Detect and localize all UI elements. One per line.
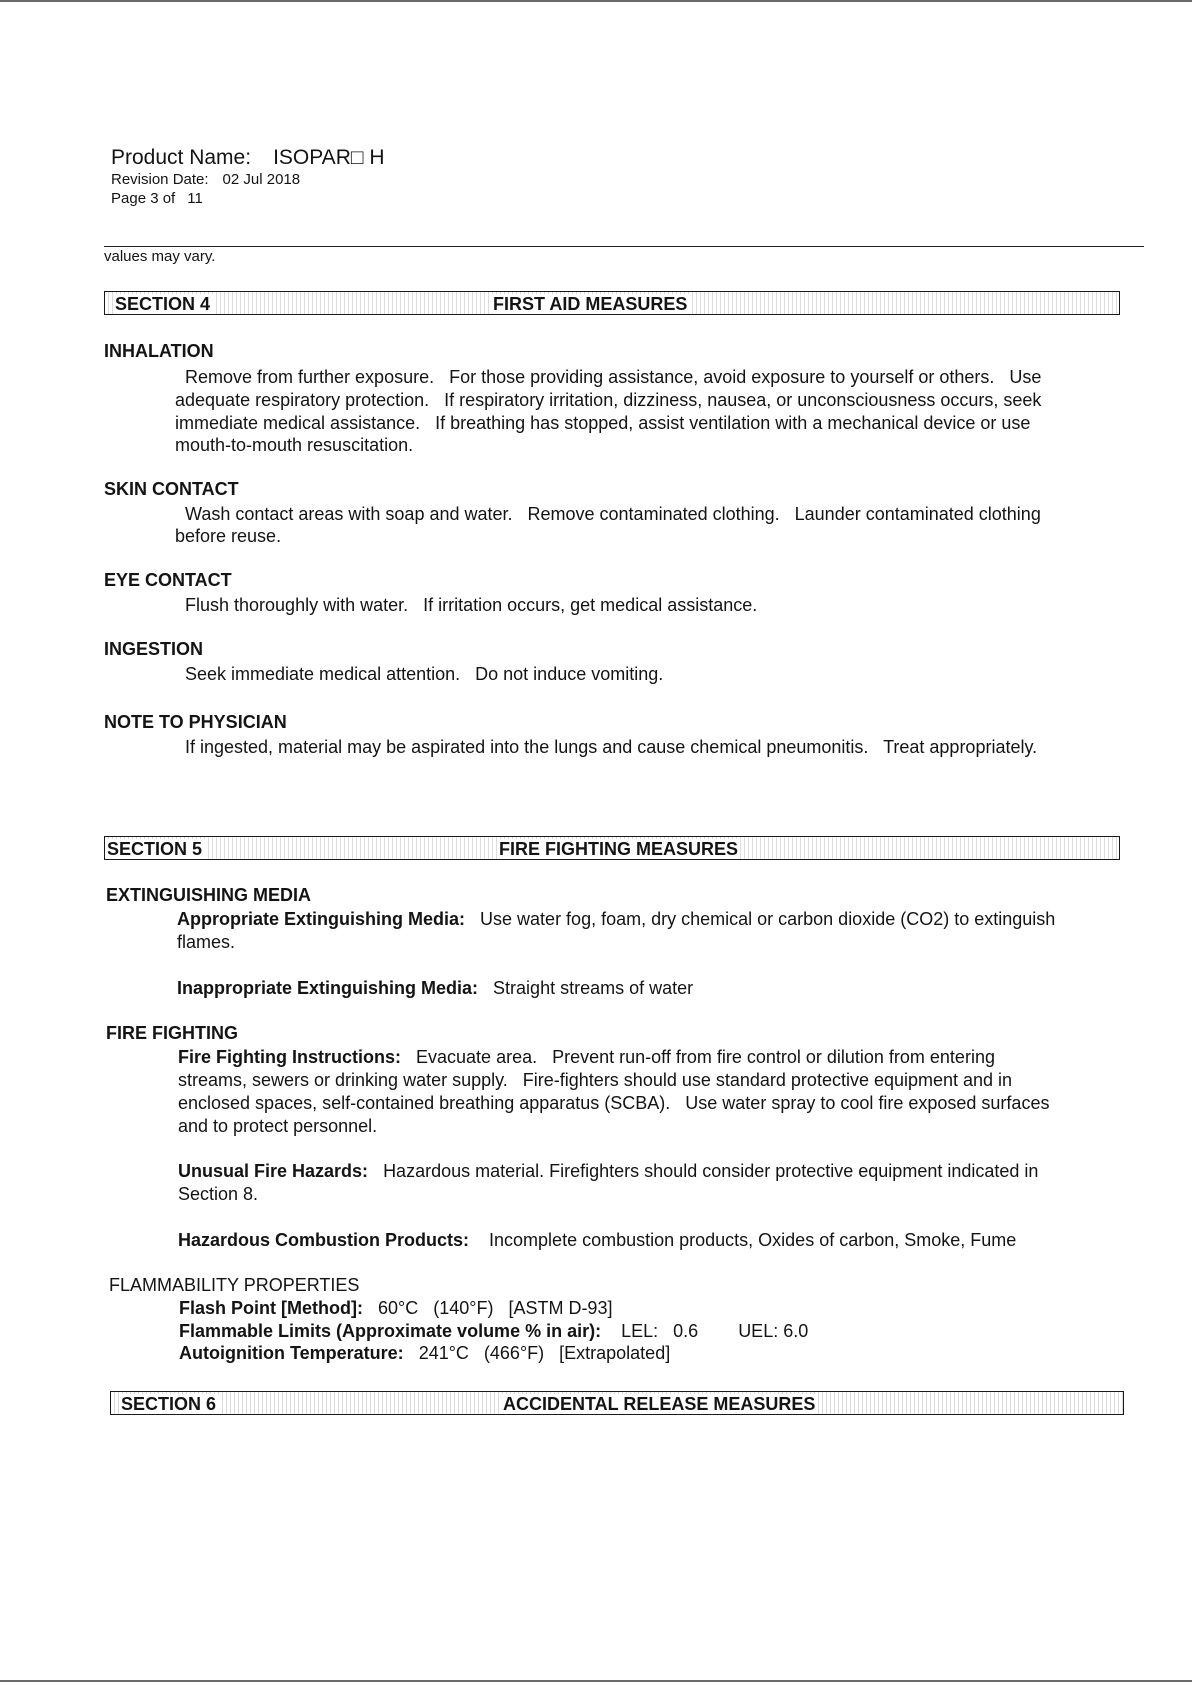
page-number-line (111, 189, 385, 208)
inhalation-heading: INHALATION (104, 341, 214, 361)
eye-contact-heading: EYE CONTACT (104, 570, 232, 590)
flash-point-value: 60°C (140°F) [ASTM D-93] (378, 1298, 613, 1318)
ingestion-heading: INGESTION (104, 639, 204, 659)
section-5-bar (104, 836, 1120, 860)
revision-date-label: Revision Date: (111, 171, 209, 188)
fire-instructions-line-4: and to protect personnel. (178, 1116, 378, 1136)
section-5-title: FIRE FIGHTING MEASURES (499, 839, 739, 859)
eye-contact-line-1: Flush thoroughly with water. If irritation occurs, get medical assistance. (185, 595, 758, 615)
unusual-hazards-line-1 (178, 1160, 1038, 1182)
page-number-label: Page 3 of (111, 190, 176, 207)
fire-fighting-heading: FIRE FIGHTING (106, 1023, 238, 1043)
inhalation-line-3: immediate medical assistance. If breathing has stopped, assist ventilation with a mechanical device or use (175, 413, 1031, 433)
section-5-number: SECTION 5 (107, 839, 206, 859)
section-4-bar (104, 291, 1120, 315)
product-name-value: ISOPAR□ H (273, 146, 385, 169)
skin-contact-line-1: Wash contact areas with soap and water. Remove contaminated clothing. Launder contaminated clothing (185, 504, 1041, 524)
autoignition-value: 241°C (466°F) [Extrapolated] (418, 1343, 671, 1363)
appropriate-media-label: Appropriate Extinguishing Media: (177, 909, 466, 929)
fire-instructions-label: Fire Fighting Instructions: (178, 1047, 401, 1067)
product-name-label: Product Name: (111, 146, 252, 169)
product-name-line (111, 146, 385, 170)
appropriate-media-line-2: flames. (177, 932, 236, 952)
unusual-hazards-line-2: Section 8. (178, 1184, 259, 1204)
ingestion-line-1: Seek immediate medical attention. Do not induce vomiting. (185, 664, 664, 684)
header-divider (104, 246, 1144, 247)
section-6-bar (110, 1391, 1124, 1415)
combustion-products-line (178, 1229, 1016, 1251)
flammable-limits-line (179, 1320, 808, 1342)
flammability-heading: FLAMMABILITY PROPERTIES (109, 1275, 360, 1295)
inhalation-line-2: adequate respiratory protection. If respiratory irritation, dizziness, nausea, or unconsciousness occurs, seek (175, 390, 1042, 410)
section-4-title: FIRST AID MEASURES (493, 294, 688, 314)
section-6-title: ACCIDENTAL RELEASE MEASURES (503, 1394, 816, 1414)
unusual-hazards-text: Hazardous material. Firefighters should consider protective equipment indicated in (383, 1161, 1039, 1181)
inappropriate-media-label: Inappropriate Extinguishing Media: (177, 978, 479, 998)
revision-date-line (111, 170, 385, 189)
note-to-physician-line-1: If ingested, material may be aspirated into the lungs and cause chemical pneumonitis. Treat appropriately. (185, 737, 1038, 757)
note-to-physician-heading: NOTE TO PHYSICIAN (104, 712, 287, 732)
appropriate-media-text: Use water fog, foam, dry chemical or carbon dioxide (CO2) to extinguish (480, 909, 1056, 929)
flash-point-label: Flash Point [Method]: (179, 1298, 363, 1318)
section-6-number: SECTION 6 (121, 1394, 220, 1414)
flammable-limits-lel: LEL: 0.6 (621, 1321, 699, 1341)
combustion-products-label: Hazardous Combustion Products: (178, 1230, 470, 1250)
flammable-limits-uel: UEL: 6.0 (738, 1321, 809, 1341)
flammable-limits-label: Flammable Limits (Approximate volume % in air): (179, 1321, 602, 1341)
top-border-rule (0, 0, 1192, 2)
autoignition-line (179, 1342, 670, 1364)
fire-instructions-line-1 (178, 1046, 995, 1068)
appropriate-media-line-1 (177, 908, 1055, 930)
revision-date-value: 02 Jul 2018 (222, 171, 301, 188)
page-total: 11 (187, 190, 203, 207)
extinguishing-media-heading: EXTINGUISHING MEDIA (106, 885, 312, 905)
skin-contact-line-2: before reuse. (175, 526, 282, 546)
combustion-products-text: Incomplete combustion products, Oxides of carbon, Smoke, Fume (489, 1230, 1017, 1250)
inappropriate-media-text: Straight streams of water (493, 978, 694, 998)
bottom-border-rule (0, 1680, 1192, 1682)
fire-instructions-line-3: enclosed spaces, self-contained breathing apparatus (SCBA). Use water spray to cool fire exposed surfaces (178, 1093, 1050, 1113)
autoignition-label: Autoignition Temperature: (179, 1343, 404, 1363)
document-header (111, 146, 385, 208)
fire-instructions-text: Evacuate area. Prevent run-off from fire control or dilution from entering (416, 1047, 995, 1067)
flash-point-line (179, 1297, 612, 1319)
skin-contact-heading: SKIN CONTACT (104, 479, 239, 499)
inhalation-line-1: Remove from further exposure. For those providing assistance, avoid exposure to yourself or others. Use (185, 367, 1042, 387)
inappropriate-media-line (177, 977, 693, 999)
carryover-text: values may vary. (104, 248, 216, 265)
unusual-hazards-label: Unusual Fire Hazards: (178, 1161, 369, 1181)
section-4-number: SECTION 4 (115, 294, 214, 314)
fire-instructions-line-2: streams, sewers or drinking water supply. Fire-fighters should use standard protective equipment and in (178, 1070, 1013, 1090)
inhalation-line-4: mouth-to-mouth resuscitation. (175, 435, 414, 455)
